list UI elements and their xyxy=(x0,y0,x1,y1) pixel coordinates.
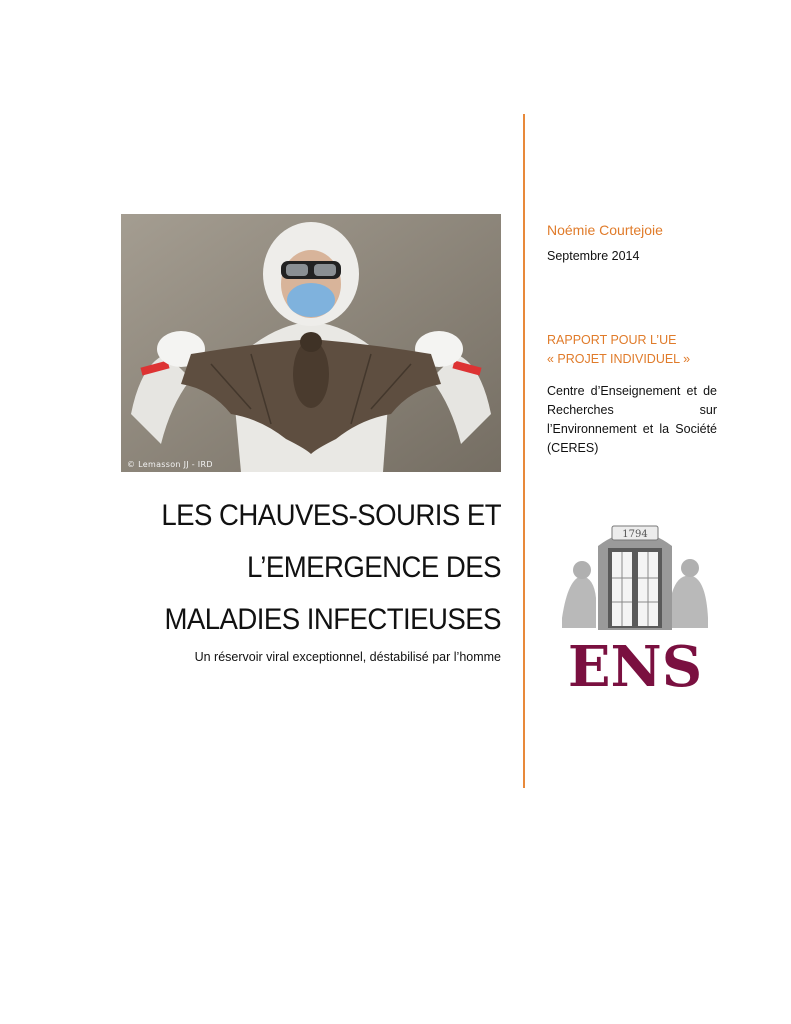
document-title xyxy=(100,490,501,664)
report-line-2: « PROJET INDIVIDUEL » xyxy=(547,352,691,366)
logo-year: 1794 xyxy=(622,529,648,540)
publication-date: Septembre 2014 xyxy=(547,249,640,263)
report-line-1: RAPPORT POUR L’UE xyxy=(547,333,677,347)
ens-logo xyxy=(560,518,710,693)
cover-photo xyxy=(121,214,501,472)
ens-logo-graphic xyxy=(560,518,710,693)
institution-centre: Centre d’Enseignement et de Recherches sur l’Environnement et la Société (CERES) xyxy=(547,384,717,455)
author-name: Noémie Courtejoie xyxy=(547,222,663,238)
title-line-1: LES CHAUVES-SOURIS ET xyxy=(161,499,502,532)
title-line-2: L’EMERGENCE DES xyxy=(247,551,501,584)
report-type xyxy=(547,331,717,369)
logo-letters: ENS xyxy=(567,634,703,693)
bat-photo-illustration xyxy=(121,214,501,472)
document-subtitle: Un réservoir viral exceptionnel, déstabilisé par l’homme xyxy=(194,650,501,664)
vertical-divider xyxy=(523,114,525,788)
title-line-3: MALADIES INFECTIEUSES xyxy=(164,603,501,636)
photo-credit: © Lemasson JJ - IRD xyxy=(127,460,213,469)
